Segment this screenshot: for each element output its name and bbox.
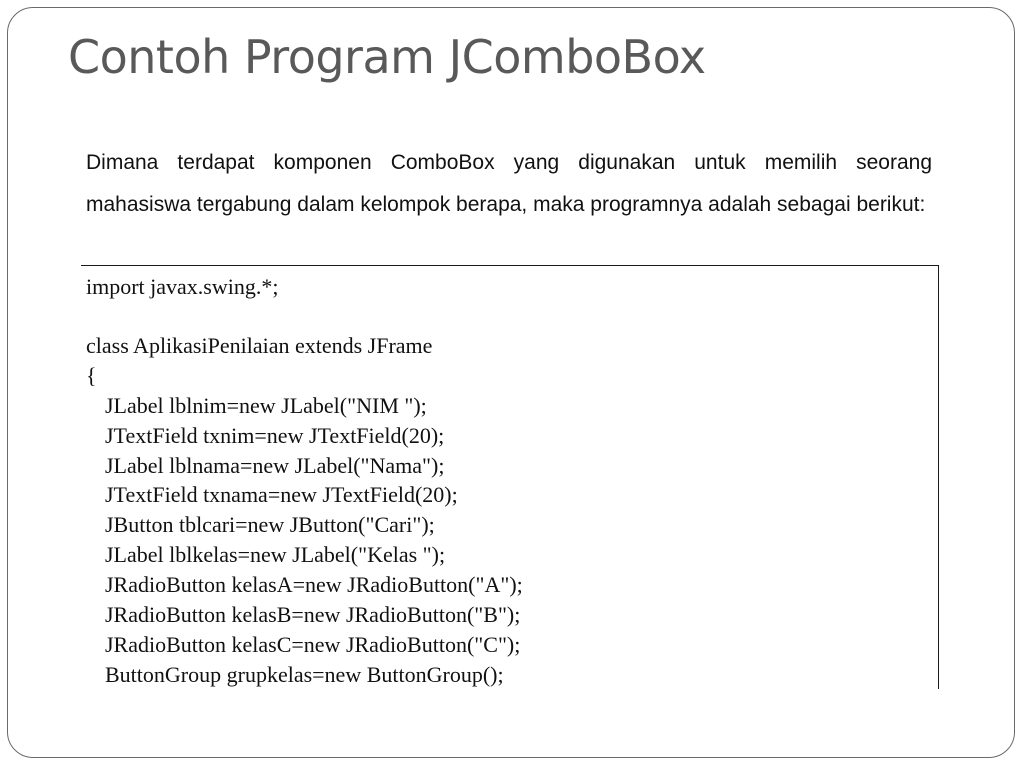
code-line: ButtonGroup grupkelas=new ButtonGroup(); xyxy=(105,662,504,687)
code-line: JLabel lblnama=new JLabel("Nama"); xyxy=(105,453,445,478)
intro-paragraph: Dimana terdapat komponen ComboBox yang digunakan untuk memilih seorang mahasiswa tergabung dalam kelompok berapa, maka programnya adalah sebagai berikut: xyxy=(86,151,932,216)
code-line: JRadioButton kelasB=new JRadioButton("B"); xyxy=(105,602,521,627)
code-line: { xyxy=(86,363,97,388)
code-line: import javax.swing.*; xyxy=(86,274,279,299)
code-line: JRadioButton kelasC=new JRadioButton("C"); xyxy=(105,632,521,657)
code-line: JButton tblcari=new JButton("Cari"); xyxy=(105,512,435,537)
code-line: JRadioButton kelasA=new JRadioButton("A"); xyxy=(105,572,523,597)
code-line: JTextField txnama=new JTextField(20); xyxy=(105,482,458,507)
code-line: JLabel lblkelas=new JLabel("Kelas "); xyxy=(105,542,446,567)
code-line: JLabel lblnim=new JLabel("NIM "); xyxy=(105,393,427,418)
slide-title: Contoh Program JComboBox xyxy=(68,30,706,84)
slide-frame xyxy=(7,7,1015,758)
code-line: class AplikasiPenilaian extends JFrame xyxy=(86,333,433,358)
code-line: JTextField txnim=new JTextField(20); xyxy=(105,423,445,448)
